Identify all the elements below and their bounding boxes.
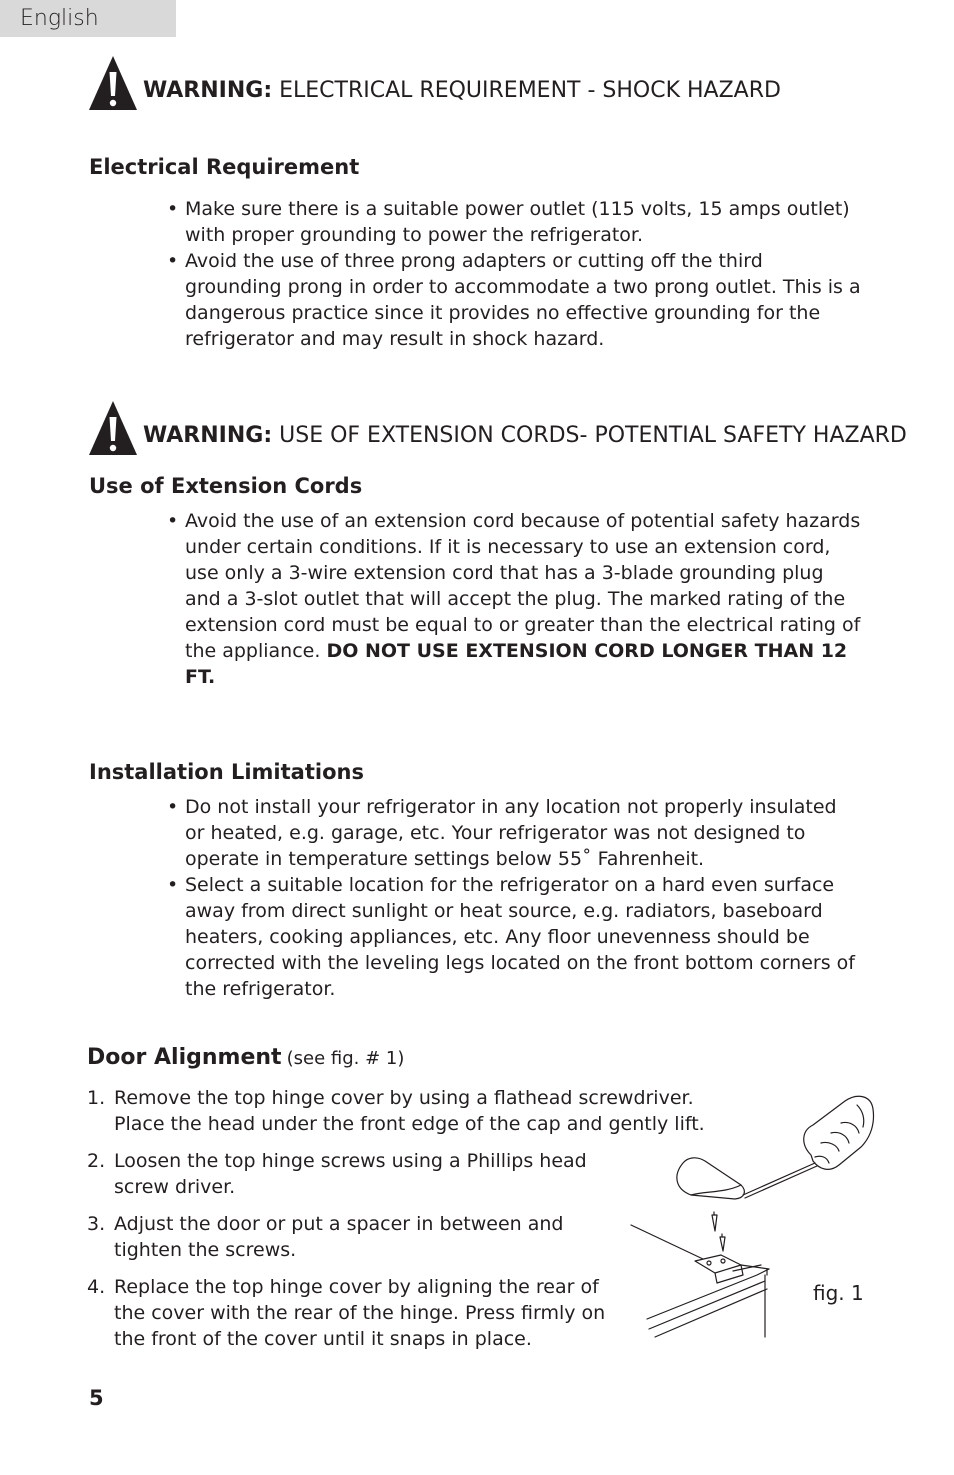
warning-extension-cords [88, 400, 907, 456]
door-steps-list [87, 1085, 707, 1363]
list-item: • Avoid the use of three prong adapters or cutting off the third grounding prong in order to accommodate a two prong outlet. This is a dangerous practice since it provides no effective grounding for the refrigerator and may result in shock hazard. [165, 248, 865, 352]
list-item: • Select a suitable location for the refrigerator on a hard even surface away from direct sunlight or heat source, e.g. radiators, baseboard heaters, cooking appliances, etc. Any floor unevenness should be corrected with the leveling legs located on the front bottom corners of the refrigerator. [165, 872, 855, 1002]
warning-message: ELECTRICAL REQUIREMENT - SHOCK HAZARD [279, 78, 781, 103]
extension-bullet-list [165, 508, 865, 690]
step-number: 2. [87, 1150, 106, 1172]
language-tab: English [0, 0, 176, 37]
warning-text [143, 79, 781, 111]
step-number: 4. [87, 1276, 106, 1298]
extension-text: Avoid the use of an extension cord because of potential safety hazards under certain conditions. If it is necessary to use an extension cord, use only a 3-wire extension cord that has a 3-blade grounding plug and a 3-slot outlet that will accept the plug. The marked rating of the extension cord must be equal to or greater than the electrical rating of the appliance. [185, 510, 861, 662]
door-heading-note: (see fig. # 1) [286, 1048, 405, 1069]
warning-label: WARNING: [143, 78, 273, 103]
section-heading-installation: Installation Limitations [89, 760, 364, 784]
list-item: • Do not install your refrigerator in any location not properly insulated or heated, e.g. garage, etc. Your refrigerator was not designed to operate in temperature settings below 55˚ Fahrenheit. [165, 794, 855, 872]
list-item [165, 508, 865, 690]
step-text: Adjust the door or put a spacer in between and tighten the screws. [114, 1213, 564, 1261]
installation-bullet-list [165, 794, 855, 1002]
list-item [87, 1211, 604, 1263]
list-item [87, 1274, 614, 1352]
warning-text [143, 424, 907, 456]
list-item [87, 1148, 594, 1200]
step-text: Loosen the top hinge screws using a Phillips head screw driver. [114, 1150, 587, 1198]
step-text: Remove the top hinge cover by using a flathead screwdriver. Place the head under the front edge of the cap and gently lift. [114, 1087, 705, 1135]
section-heading-extension: Use of Extension Cords [89, 474, 363, 498]
list-item [87, 1085, 707, 1137]
door-heading: Door Alignment [87, 1045, 282, 1070]
section-heading-electrical: Electrical Requirement [89, 155, 360, 179]
warning-message: USE OF EXTENSION CORDS- POTENTIAL SAFETY HAZARD [279, 423, 907, 448]
list-item: • Make sure there is a suitable power outlet (115 volts, 15 amps outlet) with proper grounding to power the refrigerator. [165, 196, 865, 248]
step-number: 3. [87, 1213, 106, 1235]
figure-label: fig. 1 [813, 1281, 864, 1305]
step-number: 1. [87, 1087, 106, 1109]
page-number: 5 [89, 1386, 104, 1410]
section-heading-door [87, 1045, 404, 1070]
warning-triangle-icon [88, 55, 138, 111]
electrical-bullet-list [165, 196, 865, 352]
extension-warning-emphasis: DO NOT USE EXTENSION CORD LONGER THAN 12 FT. [185, 640, 848, 688]
warning-triangle-icon [88, 400, 138, 456]
warning-label: WARNING: [143, 423, 273, 448]
warning-electrical [88, 55, 781, 111]
step-text: Replace the top hinge cover by aligning the rear of the cover with the rear of the hinge. Press firmly on the front of the cover until it snaps in place. [114, 1276, 606, 1350]
